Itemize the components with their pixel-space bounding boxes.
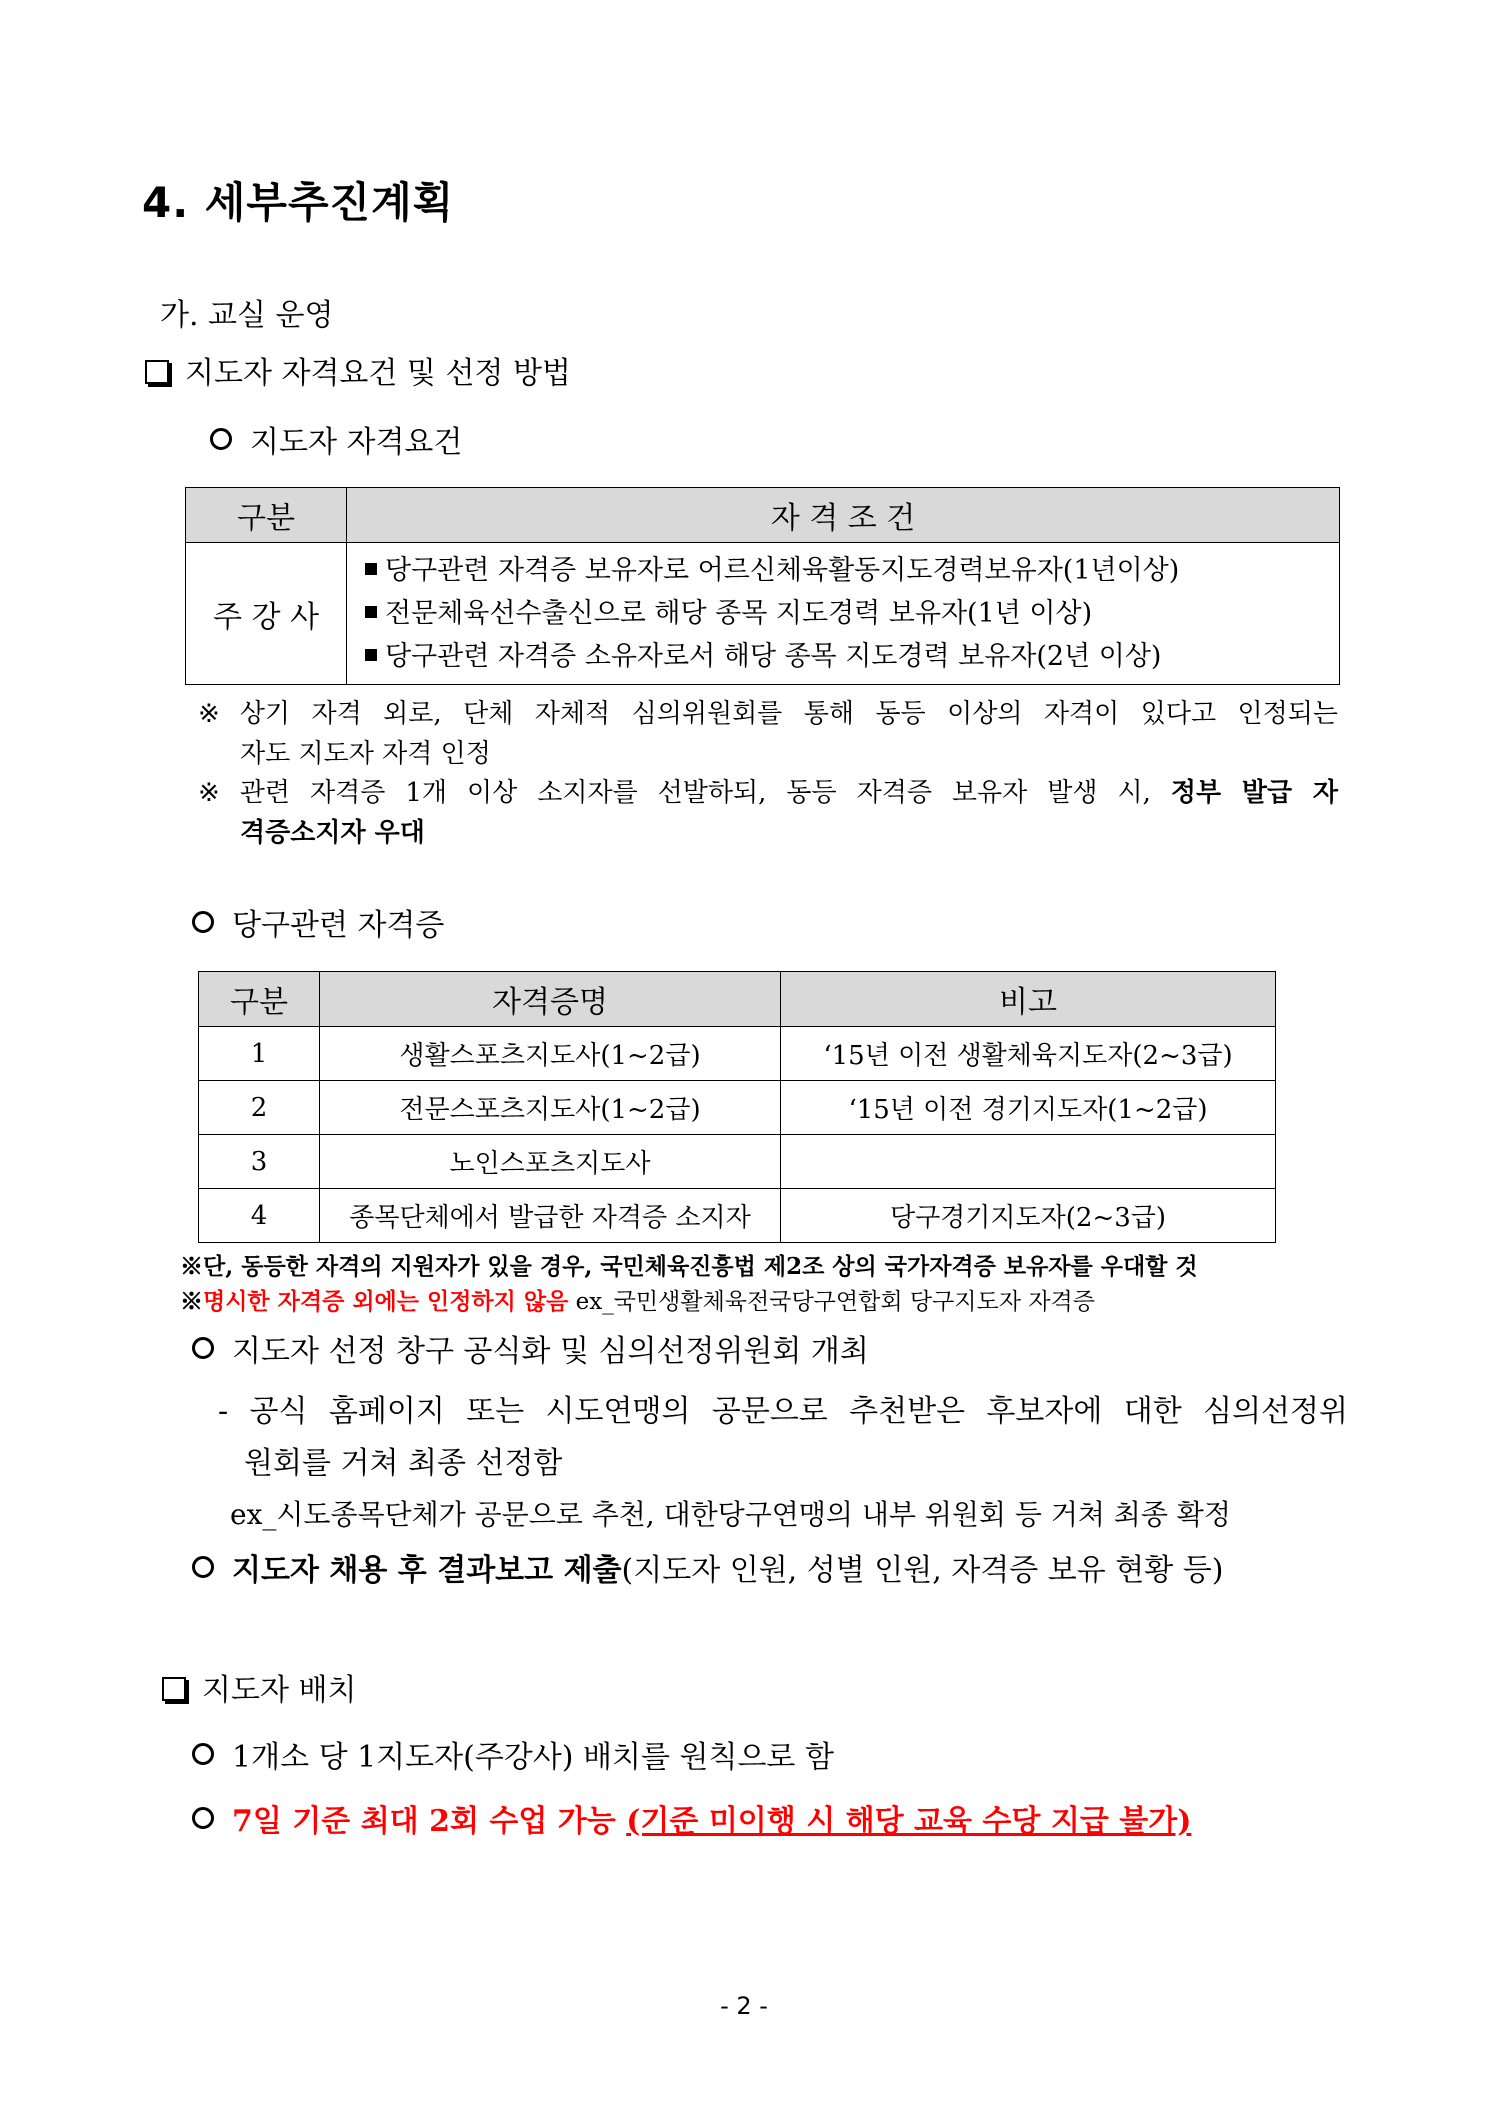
page-heading: 4. 세부추진계획	[142, 178, 455, 227]
cell-cert-name: 생활스포츠지도사(1~2급)	[320, 1027, 781, 1081]
table-header-row	[186, 488, 1340, 543]
dash-line-selection-2: 원회를 거쳐 최종 선정함	[244, 1446, 563, 1481]
circle-bullet-icon	[192, 1556, 214, 1578]
table-row	[199, 1189, 1276, 1243]
cell-remarks: ‘15년 이전 경기지도자(1~2급)	[781, 1081, 1276, 1135]
example-line: ex_시도종목단체가 공문으로 추천, 대한당구연맹의 내부 위원회 등 거쳐 최종 확정	[230, 1498, 1231, 1531]
circle-bullet-icon	[210, 428, 232, 450]
header-category: 구분	[186, 488, 347, 543]
note-equivalent-qualification: ※ 상기 자격 외로, 단체 자체적 심의위원회를 통해 동등 이상의 자격이 있다고 인정되는 자도 지도자 자격 인정	[198, 699, 1338, 769]
cell-no: 1	[199, 1027, 320, 1081]
cell-cert-name: 종목단체에서 발급한 자격증 소지자	[320, 1189, 781, 1243]
dash-line-selection-1: - 공식 홈페이지 또는 시도연맹의 공문으로 추천받은 후보자에 대한 심의선정위	[218, 1394, 1348, 1429]
header-no: 구분	[199, 972, 320, 1027]
table-row	[199, 1135, 1276, 1189]
row-label-main-instructor: 주 강 사	[186, 543, 347, 685]
circle-bullet-icon	[192, 1807, 214, 1829]
circle-bullet-icon	[192, 1743, 214, 1765]
qualification-table	[185, 487, 1340, 685]
square-bullet-icon	[365, 649, 377, 661]
subsection-title: 가. 교실 운영	[160, 298, 334, 333]
list-item: 당구관련 자격증 소유자로서 해당 종목 지도경력 보유자(2년 이상)	[365, 635, 1329, 678]
header-requirements: 자 격 조 건	[347, 488, 1340, 543]
square-bullet-icon	[162, 1677, 186, 1701]
header-remarks: 비고	[781, 972, 1276, 1027]
cell-no: 4	[199, 1189, 320, 1243]
section-title-qualifications: 지도자 자격요건 및 선정 방법	[145, 348, 571, 392]
square-bullet-icon	[145, 360, 169, 384]
certificate-table	[198, 971, 1276, 1243]
bullet-report-submission: 지도자 채용 후 결과보고 제출(지도자 인원, 성별 인원, 자격증 보유 현황 등)	[192, 1545, 1223, 1589]
requirements-list	[347, 543, 1340, 685]
square-bullet-icon	[365, 606, 377, 618]
header-cert-name: 자격증명	[320, 972, 781, 1027]
circle-bullet-icon	[192, 1337, 214, 1359]
square-bullet-icon	[365, 563, 377, 575]
page-number: - 2 -	[720, 1992, 768, 2020]
bullet-placement-principle: 1개소 당 1지도자(주강사) 배치를 원칙으로 함	[192, 1732, 834, 1776]
cell-no: 2	[199, 1081, 320, 1135]
note-not-recognized: ※명시한 자격증 외에는 인정하지 않음 ex_국민생활체육전국당구연합회 당구지도자 자격증	[180, 1288, 1095, 1315]
table-header-row	[199, 972, 1276, 1027]
table-row	[199, 1081, 1276, 1135]
table-row	[186, 543, 1340, 685]
note-preference: ※ 관련 자격증 1개 이상 소지자를 선발하되, 동등 자격증 보유자 발생 시, 정부 발급 자 격증소지자 우대	[198, 778, 1338, 848]
bullet-selection-process: 지도자 선정 창구 공식화 및 심의선정위원회 개최	[192, 1326, 869, 1370]
cell-remarks	[781, 1135, 1276, 1189]
cell-no: 3	[199, 1135, 320, 1189]
cell-remarks: 당구경기지도자(2~3급)	[781, 1189, 1276, 1243]
circle-bullet-icon	[192, 911, 214, 933]
list-item: 당구관련 자격증 보유자로 어르신체육활동지도경력보유자(1년이상)	[365, 549, 1329, 592]
list-item: 전문체육선수출신으로 해당 종목 지도경력 보유자(1년 이상)	[365, 592, 1329, 635]
bullet-billiards-certificates: 당구관련 자격증	[192, 900, 444, 944]
cell-remarks: ‘15년 이전 생활체육지도자(2~3급)	[781, 1027, 1276, 1081]
section-title-placement: 지도자 배치	[162, 1665, 356, 1709]
cell-cert-name: 전문스포츠지도사(1~2급)	[320, 1081, 781, 1135]
bullet-qualification-requirements: 지도자 자격요건	[210, 417, 462, 461]
cell-cert-name: 노인스포츠지도사	[320, 1135, 781, 1189]
note-national-certificate: ※단, 동등한 자격의 지원자가 있을 경우, 국민체육진흥법 제2조 상의 국가자격증 보유자를 우대할 것	[180, 1253, 1198, 1280]
table-row	[199, 1027, 1276, 1081]
bullet-class-limit: 7일 기준 최대 2회 수업 가능 (기준 미이행 시 해당 교육 수당 지급 불가)	[192, 1796, 1191, 1840]
